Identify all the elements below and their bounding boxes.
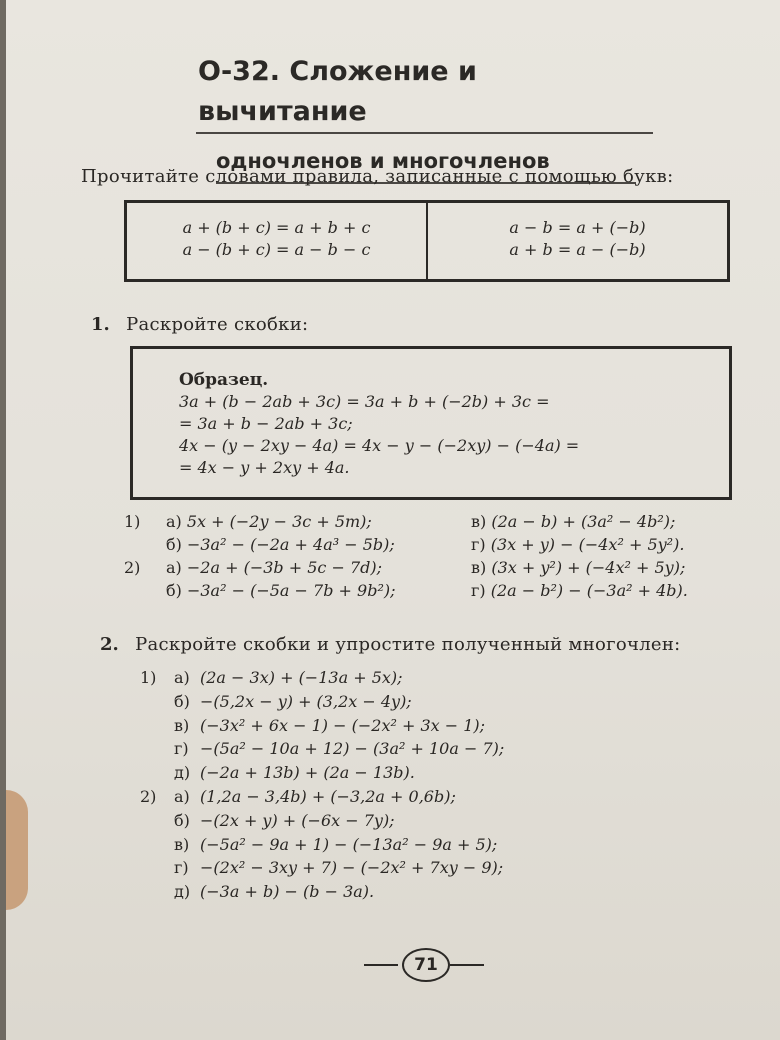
row-number: 2) <box>124 558 141 577</box>
list-item <box>140 785 504 809</box>
list-item <box>140 666 504 690</box>
list-item <box>140 809 504 833</box>
item-letter: д) <box>174 763 191 783</box>
expression: −(5a² − 10a + 12) − (3a² + 10a − 7); <box>200 739 505 759</box>
expression: (3x + y) − (−4x² + 5y²). <box>490 535 685 554</box>
item-letter: в) <box>174 715 190 735</box>
task1-exercises <box>124 510 774 602</box>
item-letter: а) <box>166 512 182 531</box>
finger <box>6 790 28 910</box>
list-item <box>140 856 504 880</box>
item-letter: д) <box>174 882 191 902</box>
list-item <box>140 761 504 785</box>
page-number-badge <box>364 948 484 982</box>
item-letter: а) <box>166 558 182 577</box>
item-number: 1) <box>140 668 157 687</box>
section-title-line1: О-32. Сложение и вычитание <box>196 52 653 134</box>
expression: (2a − b) + (3a² − 4b²); <box>491 512 676 531</box>
exercise-row <box>124 556 774 579</box>
intro-text: Прочитайте словами правила, записанные с помощью букв: <box>81 166 674 187</box>
item-letter: а) <box>174 786 190 806</box>
item-letter: г) <box>471 581 486 600</box>
item-letter: б) <box>166 581 182 600</box>
task1-number: 1. <box>91 314 110 335</box>
task1-text: Раскройте скобки: <box>126 314 309 335</box>
item-number: 2) <box>140 786 157 806</box>
exercise-row <box>124 533 774 556</box>
item-letter: в) <box>471 512 487 531</box>
item-letter: б) <box>174 810 190 830</box>
list-item <box>140 714 504 738</box>
sample-line: = 4x − y + 2xy + 4a. <box>179 458 350 477</box>
expression: (3x + y²) + (−4x² + 5y); <box>491 558 686 577</box>
page-number: 71 <box>402 948 450 982</box>
item-letter: б) <box>166 535 182 554</box>
expression: (2a − 3x) + (−13a + 5x); <box>200 668 403 687</box>
sample-line: 3a + (b − 2ab + 3c) = 3a + b + (−2b) + 3c = <box>179 392 550 411</box>
list-item <box>140 737 504 761</box>
item-letter: в) <box>174 834 190 854</box>
expression: −2a + (−3b + 5c − 7d); <box>186 558 382 577</box>
expression: (−3x² + 6x − 1) − (−2x² + 3x − 1); <box>200 715 486 735</box>
item-letter: г) <box>471 535 486 554</box>
task2-text: Раскройте скобки и упростите полученный многочлен: <box>135 634 681 655</box>
sample-line: = 3a + b − 2ab + 3c; <box>179 414 353 433</box>
list-item <box>140 833 504 857</box>
expression: −3a² − (−5a − 7b + 9b²); <box>186 581 396 600</box>
rule-line: a − b = a + (−b) <box>509 218 646 237</box>
sample-box <box>130 346 732 500</box>
section-title <box>196 52 656 184</box>
rules-right <box>428 203 727 279</box>
expression: −(2x + y) + (−6x − 7y); <box>200 810 395 830</box>
rule-line: a − (b + c) = a − b − c <box>182 240 371 259</box>
list-item <box>140 690 504 714</box>
expression: −3a² − (−2a + 4a³ − 5b); <box>186 535 395 554</box>
item-letter: а) <box>174 668 190 687</box>
page-number-rule-left <box>364 964 398 966</box>
rules-box <box>124 200 730 282</box>
item-letter: г) <box>174 739 189 759</box>
row-number <box>124 533 166 556</box>
rule-line: a + b = a − (−b) <box>509 240 646 259</box>
expression: (−5a² − 9a + 1) − (−13a² − 9a + 5); <box>200 834 498 854</box>
textbook-page <box>6 0 780 1040</box>
rule-line: a + (b + c) = a + b + c <box>182 218 371 237</box>
expression: (2a − b²) − (−3a² + 4b). <box>490 581 688 600</box>
expression: −(5,2x − y) + (3,2x − 4y); <box>200 691 412 711</box>
list-item <box>140 880 504 904</box>
section-title-line2: одночленов и многочленов <box>216 146 636 184</box>
sample-line: 4x − (y − 2xy − 4a) = 4x − y − (−2xy) − (−4a) = <box>179 436 580 455</box>
row-number <box>124 579 166 602</box>
page-number-rule-right <box>450 964 484 966</box>
sample-label: Образец. <box>179 370 269 390</box>
expression: (1,2a − 3,4b) + (−3,2a + 0,6b); <box>200 786 456 806</box>
expression: (−2a + 13b) + (2a − 13b). <box>200 763 415 783</box>
task2-number: 2. <box>100 634 119 655</box>
expression: 5x + (−2y − 3c + 5m); <box>186 512 372 531</box>
expression: −(2x² − 3xy + 7) − (−2x² + 7xy − 9); <box>200 858 504 878</box>
item-letter: в) <box>471 558 487 577</box>
expression: (−3a + b) − (b − 3a). <box>200 882 375 902</box>
exercise-row <box>124 510 774 533</box>
task2-heading <box>100 634 681 655</box>
row-number: 1) <box>124 512 141 531</box>
exercise-row <box>124 579 774 602</box>
rules-left <box>127 203 428 279</box>
task2-exercises <box>140 666 504 904</box>
task1-heading <box>91 314 308 335</box>
item-letter: б) <box>174 691 190 711</box>
item-letter: г) <box>174 858 189 878</box>
